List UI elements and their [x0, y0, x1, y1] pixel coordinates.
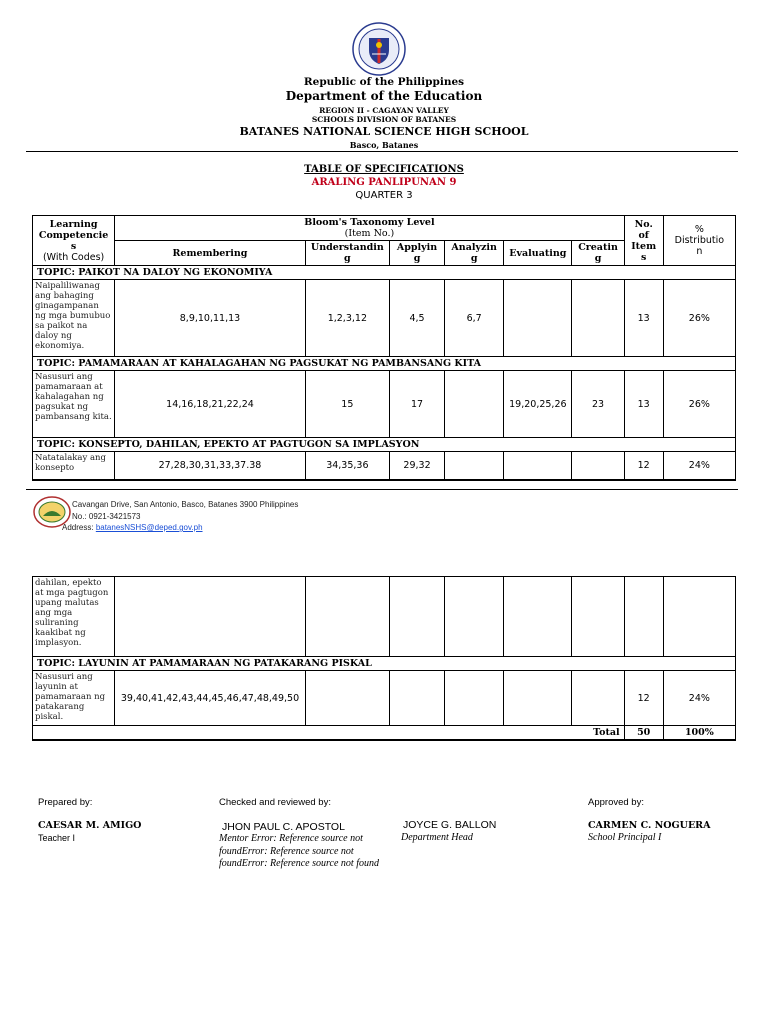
items-cell: 12: [624, 671, 663, 726]
item-cell-2: 29,32: [389, 452, 444, 480]
topic-label: TOPIC: LAYUNIN AT PAMAMARAAN NG PATAKARANG PISKAL: [33, 657, 736, 671]
approved-title: School Principal I: [588, 832, 662, 843]
item-cell-3: 6,7: [445, 280, 504, 357]
footer-email-link[interactable]: batanesNSHS@deped.gov.ph: [95, 523, 203, 532]
item-cell-0: 39,40,41,42,43,44,45,46,47,48,49,50: [115, 671, 306, 726]
republic-line: Republic of the Philippines: [303, 76, 465, 88]
level-header-5: Creatin g: [572, 241, 624, 266]
item-cell-4: 19,20,25,26: [504, 371, 572, 438]
item-cell-4: [504, 577, 572, 657]
item-cell-5: [572, 452, 624, 480]
item-cell-1: 34,35,36: [305, 452, 389, 480]
level-header-4: Evaluating: [504, 241, 572, 266]
quarter-label: QUARTER 3: [355, 190, 413, 201]
competency-row: [33, 452, 736, 480]
percent-cell: [663, 577, 735, 657]
item-cell-4: [504, 671, 572, 726]
topic-row: [33, 657, 736, 671]
item-cell-3: [445, 577, 504, 657]
subject-title: ARALING PANLIPUNAN 9: [311, 177, 457, 188]
topic-label: TOPIC: KONSEPTO, DAHILAN, EPEKTO AT PAGTUGON SA IMPLASYON: [33, 438, 736, 452]
item-cell-2: 17: [389, 371, 444, 438]
prepared-label: Prepared by:: [38, 797, 93, 808]
checked-title-2: Department Head: [401, 832, 473, 843]
competency-row: [33, 371, 736, 438]
item-cell-0: 8,9,10,11,13: [115, 280, 306, 357]
percent-cell: 26%: [663, 371, 735, 438]
competency-cell: Naipaliliwanag ang bahaging ginagampanan ng mga bumubuo sa paikot na daloy ng ekonomiya.: [33, 280, 115, 357]
competency-cell: Natatalakay ang konsepto: [33, 452, 115, 480]
topic-row: [33, 266, 736, 280]
item-cell-1: [305, 671, 389, 726]
item-cell-3: [445, 452, 504, 480]
page-break-divider: [26, 489, 738, 490]
topic-label: TOPIC: PAMAMARAAN AT KAHALAGAHAN NG PAGSUKAT NG PAMBANSANG KITA: [33, 357, 736, 371]
division-line: SCHOOLS DIVISION OF BATANES: [311, 115, 457, 124]
item-cell-5: 23: [572, 371, 624, 438]
item-cell-5: [572, 577, 624, 657]
competency-row: [33, 671, 736, 726]
specifications-table-continued: [32, 576, 736, 741]
competency-header: Learning Competencie s (With Codes): [33, 216, 115, 266]
topic-row: [33, 438, 736, 452]
competency-cell: Nasusuri ang pamamaraan at kahalagahan ng pagsukat ng pambansang kita.: [33, 371, 115, 438]
item-cell-3: [445, 671, 504, 726]
footer-address: Cavangan Drive, San Antonio, Basco, Batanes 3900 Philippines: [72, 500, 299, 509]
topic-row: [33, 357, 736, 371]
item-cell-2: 4,5: [389, 280, 444, 357]
item-cell-1: 15: [305, 371, 389, 438]
item-cell-1: 1,2,3,12: [305, 280, 389, 357]
percent-header: % Distributio n: [663, 216, 735, 266]
items-cell: 13: [624, 371, 663, 438]
item-cell-3: [445, 371, 504, 438]
department-line: Department of the Education: [285, 89, 483, 103]
item-cell-4: [504, 280, 572, 357]
total-row: [33, 726, 736, 741]
item-cell-5: [572, 671, 624, 726]
checked-title-1: Mentor Error: Reference source not foundError: Reference source not foundError: Reference source not found: [219, 833, 379, 869]
topic-label: TOPIC: PAIKOT NA DALOY NG EKONOMIYA: [33, 266, 736, 280]
checked-label: Checked and reviewed by:: [219, 797, 331, 808]
item-cell-1: [305, 577, 389, 657]
percent-cell: 24%: [663, 452, 735, 480]
competency-row: [33, 577, 736, 657]
item-cell-0: [115, 577, 306, 657]
items-cell: 12: [624, 452, 663, 480]
school-name: BATANES NATIONAL SCIENCE HIGH SCHOOL: [239, 125, 529, 138]
region-line: REGION II - CAGAYAN VALLEY: [319, 106, 449, 115]
total-percent: 100%: [663, 726, 735, 741]
item-cell-0: 27,28,30,31,33,37.38: [115, 452, 306, 480]
level-header-2: Applyin g: [389, 241, 444, 266]
total-label: Total: [33, 726, 625, 741]
competency-cell: Nasusuri ang layunin at pamamaraan ng patakarang piskal.: [33, 671, 115, 726]
checked-name-1: JHON PAUL C. APOSTOL: [222, 821, 345, 833]
competency-row: [33, 280, 736, 357]
footer-email-line: [62, 523, 203, 532]
level-header-0: Remembering: [115, 241, 306, 266]
items-header: No. of Item s: [624, 216, 663, 266]
item-cell-0: 14,16,18,21,22,24: [115, 371, 306, 438]
prepared-title: Teacher I: [38, 833, 76, 843]
school-location: Basco, Batanes: [349, 140, 419, 150]
blooms-header: Bloom's Taxonomy Level (Item No.): [115, 216, 624, 241]
percent-cell: 26%: [663, 280, 735, 357]
approved-label: Approved by:: [588, 797, 644, 808]
header-divider: [26, 151, 738, 152]
footer-phone: No.: 0921-3421573: [72, 512, 141, 521]
level-header-1: Understandin g: [305, 241, 389, 266]
document-title: TABLE OF SPECIFICATIONS: [304, 164, 464, 175]
item-cell-2: [389, 577, 444, 657]
level-header-3: Analyzin g: [445, 241, 504, 266]
item-cell-2: [389, 671, 444, 726]
prepared-name: CAESAR M. AMIGO: [38, 820, 142, 831]
items-cell: 13: [624, 280, 663, 357]
checked-name-2: JOYCE G. BALLON: [403, 819, 497, 831]
competency-cell: dahilan, epekto at mga pagtugon upang malutas ang mga suliraning kaakibat ng implasyon.: [33, 577, 115, 657]
item-cell-4: [504, 452, 572, 480]
approved-name: CARMEN C. NOGUERA: [588, 820, 711, 831]
items-cell: [624, 577, 663, 657]
percent-cell: 24%: [663, 671, 735, 726]
specifications-table: [32, 215, 736, 481]
item-cell-5: [572, 280, 624, 357]
deped-seal-icon: [352, 22, 406, 76]
footer-email-label: Address:: [62, 523, 94, 532]
total-items: 50: [624, 726, 663, 741]
